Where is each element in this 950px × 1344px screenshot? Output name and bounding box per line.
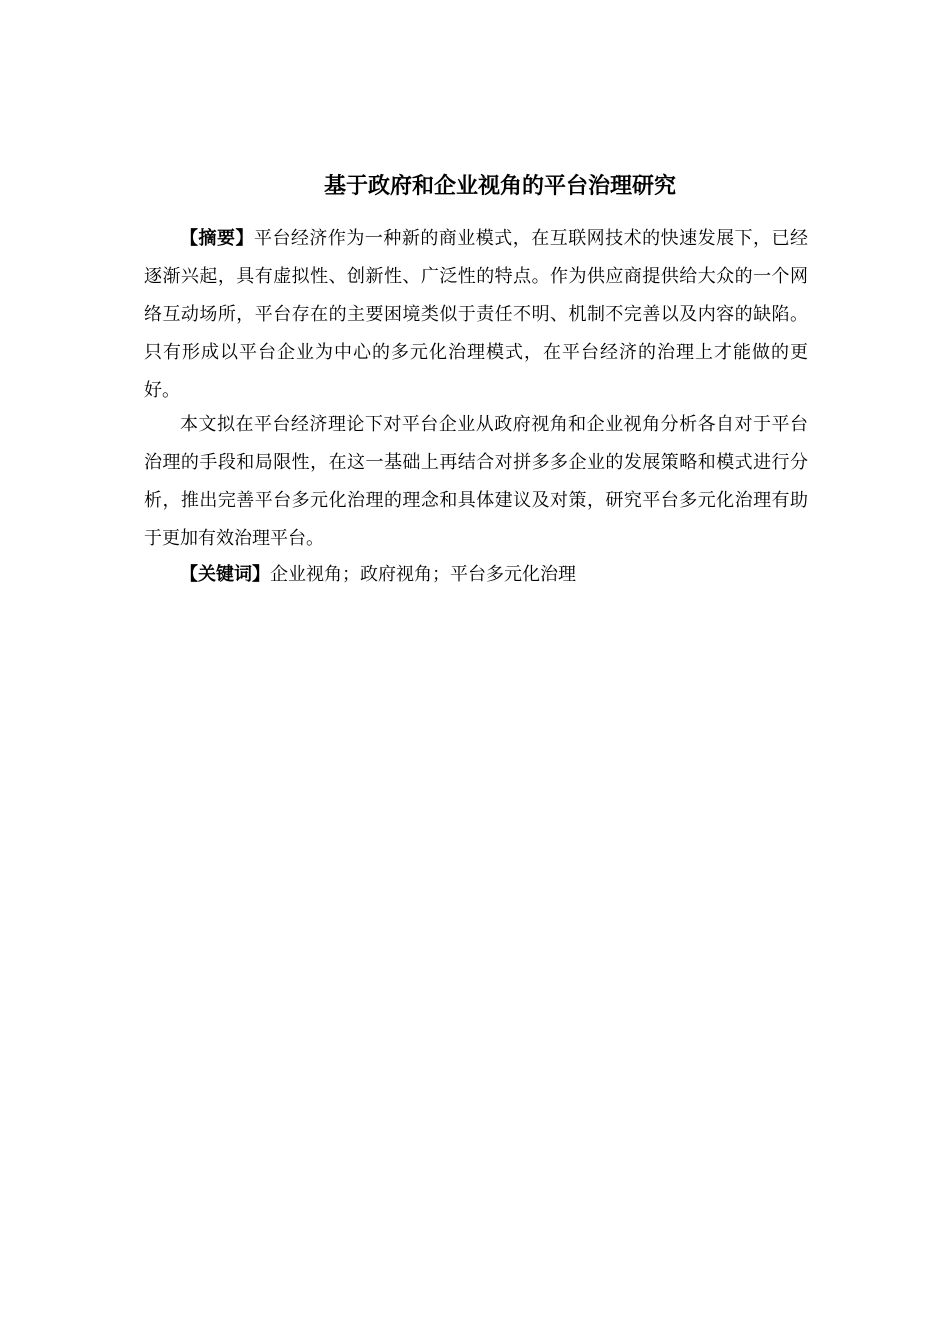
document-title: 基于政府和企业视角的平台治理研究 (323, 174, 676, 199)
keywords-text: 企业视角；政府视角；平台多元化治理 (270, 564, 576, 585)
abstract-paragraph (144, 220, 808, 410)
keywords-label: 【关键词】 (180, 564, 270, 585)
keywords-paragraph (144, 556, 808, 594)
abstract-text: 平台经济作为一种新的商业模式，在互联网技术的快速发展下，已经逐渐兴起，具有虚拟性、创新性、广泛性的特点。作为供应商提供给大众的一个网络互动场所，平台存在的主要困境类似于责任不明、机制不完善以及内容的缺陷。只有形成以平台企业为中心的多元化治理模式，在平台经济的治理上才能做的更好。 (144, 228, 809, 401)
body-paragraph: 本文拟在平台经济理论下对平台企业从政府视角和企业视角分析各自对于平台治理的手段和局限性，在这一基础上再结合对拼多多企业的发展策略和模式进行分析，推出完善平台多元化治理的理念和具体建议及对策，研究平台多元化治理有助于更加有效治理平台。 (144, 414, 808, 549)
abstract-label: 【摘要】 (180, 228, 254, 249)
